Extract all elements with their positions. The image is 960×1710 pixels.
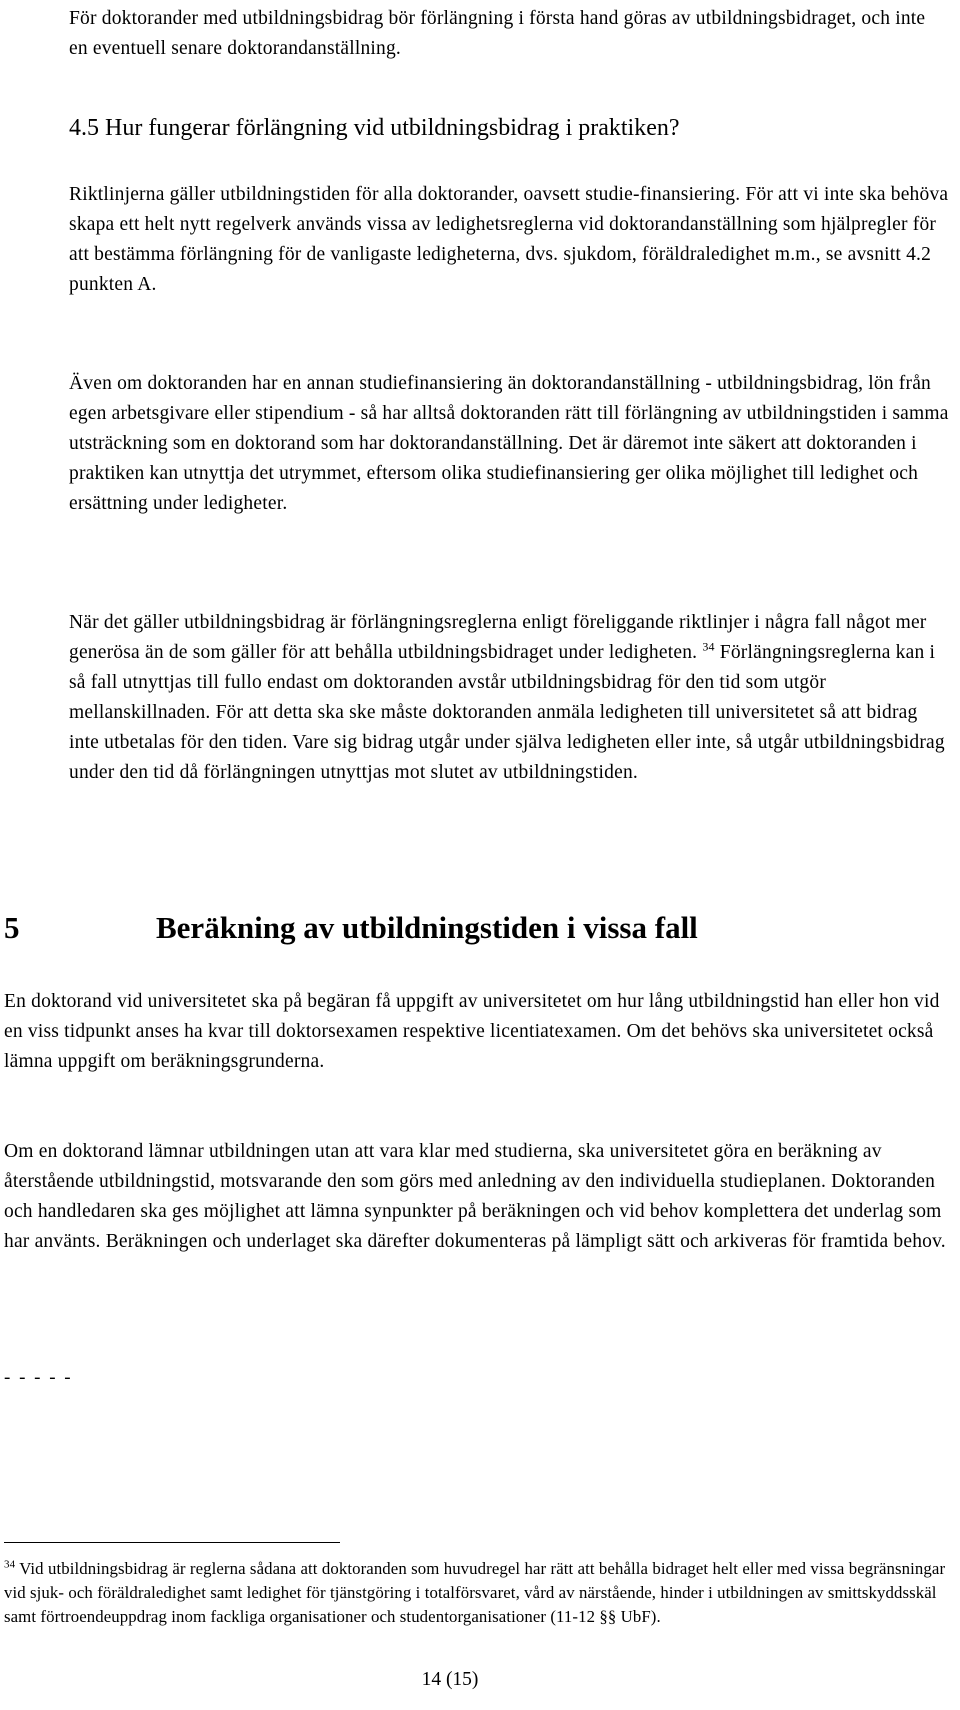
paragraph-text: Förlängningsreglerna kan i så fall utnyttjas till fullo endast om doktoranden avstår utbildningsbidrag för den tid som utgör mellanskillnaden. För att detta ska ske måste doktoranden anmäla ledigheten till universitetet så att bidrag inte utbetalas för den tiden. Vare sig bidrag utgår under själva ledigheten eller inte, så utgår utbildningsbidrag under den tid då förlängningen utnyttjas mot slutet av utbildningstiden.: [69, 642, 945, 783]
dash-separator: - - - - -: [4, 1367, 73, 1388]
section-number: 5: [4, 910, 20, 945]
section-4-5-paragraph-3: [69, 608, 949, 788]
footnote-divider: [4, 1542, 340, 1543]
intro-paragraph: För doktorander med utbildningsbidrag bör förlängning i första hand göras av utbildningsbidraget, och inte en eventuell senare doktorandanställning.: [69, 8, 926, 59]
section-5-paragraph-1: En doktorand vid universitetet ska på begäran få uppgift av universitetet om hur lång utbildningstid han eller hon vid en viss tidpunkt anses ha kvar till doktorsexamen respektive licentiatexamen. Om det behövs ska universitetet också lämna uppgift om beräkningsgrunderna.: [4, 991, 940, 1072]
footnote-reference: 34: [702, 639, 715, 654]
page-number: 14 (15): [421, 1669, 479, 1690]
footnote-text: Vid utbildningsbidrag är reglerna sådana att doktoranden som huvudregel har rätt att behålla bidraget helt eller med vissa begränsningar vid sjuk- och föräldraledighet samt ledighet för tjänstgöring i totalförsvaret, vård av närstående, hinder i utbildningen av smittskyddsskäl samt förtroendeuppdrag inom fackliga organisationer och studentorganisationer (11-12 §§ UbF).: [4, 1559, 946, 1626]
section-4-5-paragraph-2: Även om doktoranden har en annan studiefinansiering än doktorandanställning - utbildningsbidrag, lön från egen arbetsgivare eller stipendium - så har alltså doktoranden rätt till förlängning av utbildningstiden i samma utsträckning som en doktorand som har doktorandanställning. Det är däremot inte säkert att doktoranden i praktiken kan utnyttja det utrymmet, eftersom olika studiefinansiering ger olika möjlighet till ledighet och ersättning under ledigheter.: [69, 373, 949, 514]
section-title: Beräkning av utbildningstiden i vissa fall: [156, 910, 698, 945]
section-5-paragraph-2: Om en doktorand lämnar utbildningen utan att vara klar med studierna, ska universitetet göra en beräkning av återstående utbildningstid, motsvarande den som görs med anledning av den individuella studieplanen. Doktoranden och handledaren ska ges möjlighet att lämna synpunkter på beräkningen och vid behov komplettera det underlag som har använts. Beräkningen och underlaget ska därefter dokumenteras på lämpligt sätt och arkiveras för framtida behov.: [4, 1141, 946, 1252]
footnote-number: 34: [4, 1558, 16, 1571]
paragraph-text: När det gäller utbildningsbidrag är förlängningsreglerna enligt föreliggande riktlinjer i några fall något mer generösa än de som gäller för att behålla utbildningsbidraget under ledigheten.: [69, 612, 927, 663]
footnote: [4, 1557, 956, 1629]
section-4-5-paragraph-1: Riktlinjerna gäller utbildningstiden för alla doktorander, oavsett studie-finansiering. För att vi inte ska behöva skapa ett helt nytt regelverk används vissa av ledighetsreglerna vid doktorandanställning som hjälpregler för att bestämma förlängning för de vanligaste ledigheterna, dvs. sjukdom, föräldraledighet m.m., se avsnitt 4.2 punkten A.: [69, 184, 949, 295]
section-4-5-heading: 4.5 Hur fungerar förlängning vid utbildningsbidrag i praktiken?: [69, 115, 680, 141]
